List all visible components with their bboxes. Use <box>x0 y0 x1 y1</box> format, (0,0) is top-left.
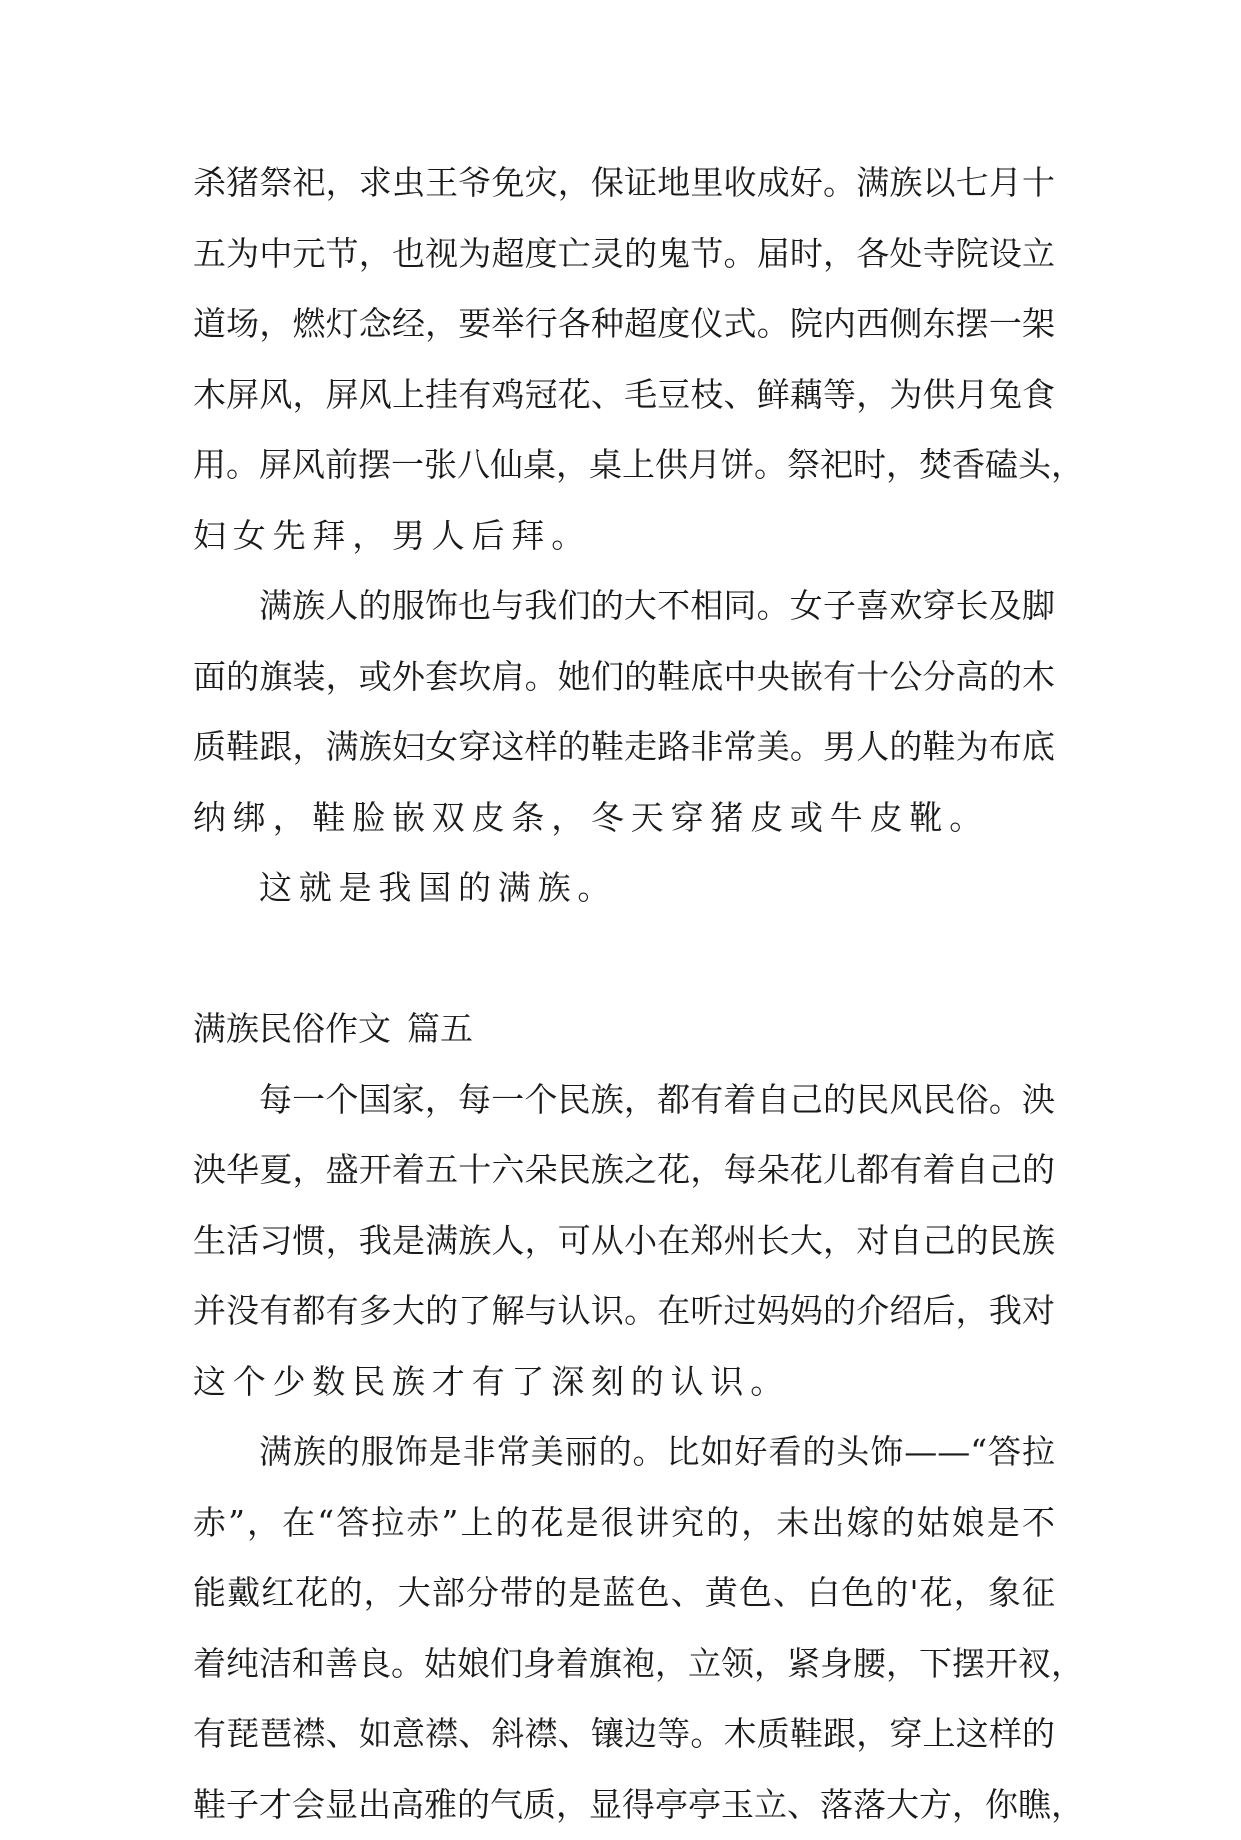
text-line: 生活习惯，我是满族人，可从小在郑州长大，对自己的民族 <box>193 1206 1055 1277</box>
text-line: 能戴红花的，大部分带的是蓝色、黄色、白色的'花，象征 <box>193 1558 1055 1629</box>
text-line: 泱华夏，盛开着五十六朵民族之花，每朵花儿都有着自己的 <box>193 1135 1055 1206</box>
text-line: 面的旗装，或外套坎肩。她们的鞋底中央嵌有十公分高的木 <box>193 642 1055 713</box>
text-line: 杀猪祭祀，求虫王爷免灾，保证地里收成好。满族以七月十 <box>193 148 1055 219</box>
paragraph <box>193 148 1055 571</box>
text-line: 纳绑，鞋脸嵌双皮条，冬天穿猪皮或牛皮靴。 <box>193 783 1055 854</box>
text-line: 木屏风，屏风上挂有鸡冠花、毛豆枝、鲜藕等，为供月兔食 <box>193 360 1055 431</box>
text-line: 五为中元节，也视为超度亡灵的鬼节。届时，各处寺院设立 <box>193 219 1055 290</box>
text-line: 赤”，在“答拉赤”上的花是很讲究的，未出嫁的姑娘是不 <box>193 1488 1055 1559</box>
text-line: 质鞋跟，满族妇女穿这样的鞋走路非常美。男人的鞋为布底 <box>193 712 1055 783</box>
text-line: 满族的服饰是非常美丽的。比如好看的头饰——“答拉 <box>193 1417 1055 1488</box>
section-subtitle: 篇五 <box>407 1009 473 1048</box>
text-line: 这就是我国的满族。 <box>193 853 1055 924</box>
text-line: 有琵琶襟、如意襟、斜襟、镶边等。木质鞋跟，穿上这样的 <box>193 1699 1055 1770</box>
section-heading <box>193 994 1055 1065</box>
spacer <box>193 924 1055 995</box>
text-line: 每一个国家，每一个民族，都有着自己的民风民俗。泱 <box>193 1065 1055 1136</box>
text-line: 这个少数民族才有了深刻的认识。 <box>193 1347 1055 1418</box>
text-line: 用。屏风前摆一张八仙桌，桌上供月饼。祭祀时，焚香磕头， <box>193 430 1055 501</box>
text-line: 着纯洁和善良。姑娘们身着旗袍，立领，紧身腰，下摆开衩， <box>193 1629 1055 1700</box>
paragraph <box>193 571 1055 853</box>
paragraph <box>193 1417 1055 1840</box>
text-line: 妇女先拜，男人后拜。 <box>193 501 1055 572</box>
paragraph <box>193 853 1055 924</box>
text-line: 满族人的服饰也与我们的大不相同。女子喜欢穿长及脚 <box>193 571 1055 642</box>
section-title: 满族民俗作文 <box>193 1009 391 1048</box>
document-page <box>193 148 1055 1840</box>
text-line: 并没有都有多大的了解与认识。在听过妈妈的介绍后，我对 <box>193 1276 1055 1347</box>
paragraph <box>193 1065 1055 1418</box>
text-line: 鞋子才会显出高雅的气质，显得亭亭玉立、落落大方，你瞧， <box>193 1770 1055 1840</box>
text-line: 道场，燃灯念经，要举行各种超度仪式。院内西侧东摆一架 <box>193 289 1055 360</box>
